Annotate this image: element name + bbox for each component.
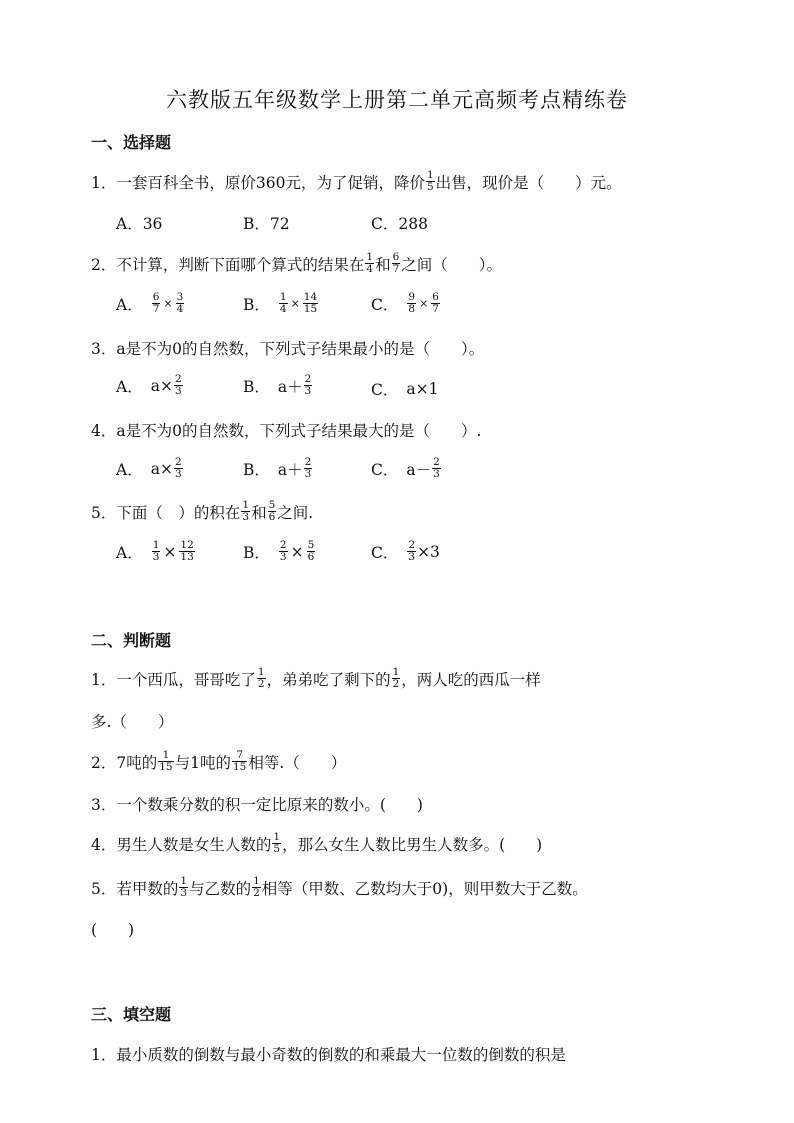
expression: ×3 <box>417 542 440 561</box>
fraction: $\frac{2}{3}$ <box>279 539 287 563</box>
question-1-4 <box>91 419 481 441</box>
option-label: B． <box>243 377 270 396</box>
question-1-1 <box>91 170 622 193</box>
option-c[interactable] <box>371 378 438 400</box>
option-label: C． <box>371 295 399 314</box>
question-text: a是不为0的自然数，下列式子结果最大的是（ ）. <box>116 422 482 440</box>
times-sign: × <box>419 297 429 310</box>
fraction: $\frac{6}{7}$ <box>152 291 160 315</box>
expression: a× <box>150 459 173 478</box>
option-b[interactable] <box>243 292 319 315</box>
option-a[interactable]: A．36 <box>116 215 163 233</box>
question-text: 之间. <box>277 503 314 522</box>
times-sign: × <box>163 297 173 310</box>
question-number: 5． <box>91 879 117 898</box>
question-2-3 <box>91 793 423 815</box>
fraction: $\frac{9}{8}$ <box>408 291 416 315</box>
question-number: 5． <box>91 503 117 522</box>
option-b[interactable] <box>243 374 313 397</box>
option-c[interactable] <box>371 540 440 563</box>
times-sign: × <box>163 542 177 561</box>
times-sign: × <box>290 542 304 561</box>
fraction: $\frac{2}{3}$ <box>408 539 416 563</box>
question-2-4 <box>91 832 542 855</box>
fraction: $\frac{1}{3}$ <box>242 499 250 523</box>
section-heading-judge: 二、判断题 <box>91 631 172 650</box>
fraction: $\frac{2}{3}$ <box>304 456 312 480</box>
option-label: A． <box>116 295 143 314</box>
option-label: C． <box>371 381 399 399</box>
question-text: 与1吨的 <box>174 753 231 772</box>
section-heading-fill: 三、填空题 <box>91 1005 172 1024</box>
expression: a－ <box>406 460 432 479</box>
question-text: 最小质数的倒数与最小奇数的倒数的和乘最大一位数的倒数的积是 <box>116 1046 566 1064</box>
option-c[interactable]: C．288 <box>371 215 428 233</box>
question-text: 一个数乘分数的积一定比原来的数小。( ) <box>116 796 423 814</box>
question-number: 2． <box>91 753 117 772</box>
fraction: $\frac{2}{3}$ <box>174 456 182 480</box>
question-number: 3． <box>91 340 117 358</box>
question-text: 和 <box>251 503 267 522</box>
fraction: $\frac{12}{13}$ <box>180 539 194 563</box>
option-label: A． <box>116 377 143 396</box>
question-text: 相等.（ ） <box>248 753 347 772</box>
option-a[interactable] <box>116 457 184 480</box>
question-text: 相等（甲数、乙数均大于0)，则甲数大于乙数。 <box>261 879 588 898</box>
expression: a×1 <box>406 380 439 398</box>
fraction: $\frac{5}{6}$ <box>268 499 276 523</box>
fraction: $\frac{1}{2}$ <box>257 666 265 690</box>
question-number: 1． <box>91 670 117 689</box>
fraction: $\frac{1}{5}$ <box>273 831 281 855</box>
fraction: $\frac{2}{3}$ <box>174 373 182 397</box>
question-2-2 <box>91 750 346 773</box>
question-3-1 <box>91 1043 566 1065</box>
question-continuation: ( ) <box>91 921 135 939</box>
question-number: 2． <box>91 255 117 274</box>
option-label: B． <box>243 295 270 314</box>
option-a[interactable] <box>116 374 184 397</box>
question-text: 出售，现价是（ ）元。 <box>435 173 622 192</box>
fraction: $\frac{6}{7}$ <box>432 291 439 315</box>
option-b[interactable]: B．72 <box>243 215 290 233</box>
fraction: $\frac{1}{2}$ <box>392 666 400 690</box>
option-label: A． <box>116 460 143 479</box>
question-number: 3． <box>91 796 117 814</box>
expression: a× <box>150 376 173 395</box>
option-a[interactable] <box>116 540 196 563</box>
times-sign: × <box>290 297 300 310</box>
fraction: $\frac{1}{3}$ <box>180 875 188 899</box>
question-1-5 <box>91 500 313 523</box>
option-label: A． <box>116 543 143 562</box>
question-2-1 <box>91 667 541 690</box>
question-text: ，那么女生人数比男生人数多。( ) <box>282 835 543 854</box>
option-b[interactable] <box>243 457 313 480</box>
fraction: $\frac{1}{4}$ <box>279 291 287 315</box>
page-title: 六教版五年级数学上册第二单元高频考点精练卷 <box>166 88 628 112</box>
question-text: 男生人数是女生人数的 <box>116 835 272 854</box>
question-text: 不计算，判断下面哪个算式的结果在 <box>116 255 365 274</box>
fraction: $\frac{1}{2}$ <box>253 875 260 899</box>
option-b[interactable] <box>243 540 316 563</box>
option-label: B． <box>243 460 270 479</box>
expression: a＋ <box>277 460 303 479</box>
question-text: 与乙数的 <box>189 879 252 898</box>
section-heading-choice: 一、选择题 <box>91 133 172 152</box>
fraction: $\frac{1}{3}$ <box>152 539 160 563</box>
option-c[interactable] <box>371 457 442 480</box>
question-1-2 <box>91 252 502 275</box>
question-2-5 <box>91 876 588 899</box>
fraction: $\frac{6}{7}$ <box>392 251 400 275</box>
question-continuation: 多.（ ） <box>91 713 174 731</box>
question-1-3 <box>91 337 484 359</box>
question-text: a是不为0的自然数，下列式子结果最小的是（ ）。 <box>116 340 485 358</box>
question-text: 和 <box>375 255 391 274</box>
question-number: 1． <box>91 173 117 192</box>
fraction: $\frac{3}{4}$ <box>176 291 184 315</box>
fraction: $\frac{14}{15}$ <box>303 291 318 315</box>
question-text: 一个西瓜，哥哥吃了 <box>116 670 256 689</box>
fraction: $\frac{5}{6}$ <box>307 539 315 563</box>
question-text: 7吨的 <box>116 753 158 772</box>
fraction: $\frac{1}{4}$ <box>366 251 374 275</box>
question-number: 4． <box>91 422 117 440</box>
question-text: ，弟弟吃了剩下的 <box>266 670 391 689</box>
question-text: 一套百科全书，原价360元，为了促销，降价 <box>116 173 425 192</box>
fraction: $\frac{2}{3}$ <box>433 456 440 480</box>
question-text: ，两人吃的西瓜一样 <box>401 670 541 689</box>
option-c[interactable] <box>371 292 441 315</box>
option-label: C． <box>371 460 399 479</box>
question-text: 下面（ ）的积在 <box>116 503 241 522</box>
option-label: B． <box>243 543 270 562</box>
fraction: $\frac{2}{3}$ <box>304 373 312 397</box>
question-number: 1． <box>91 1046 117 1064</box>
expression: a＋ <box>277 377 303 396</box>
fraction: $\frac{7}{15}$ <box>233 749 247 773</box>
question-text: 若甲数的 <box>116 879 179 898</box>
option-a[interactable] <box>116 292 185 315</box>
question-number: 4． <box>91 835 117 854</box>
fraction: $\frac{1}{15}$ <box>159 749 173 773</box>
option-label: C． <box>371 543 399 562</box>
question-text: 之间（ ）。 <box>401 255 503 274</box>
fraction: $\frac{1}{5}$ <box>426 169 434 193</box>
